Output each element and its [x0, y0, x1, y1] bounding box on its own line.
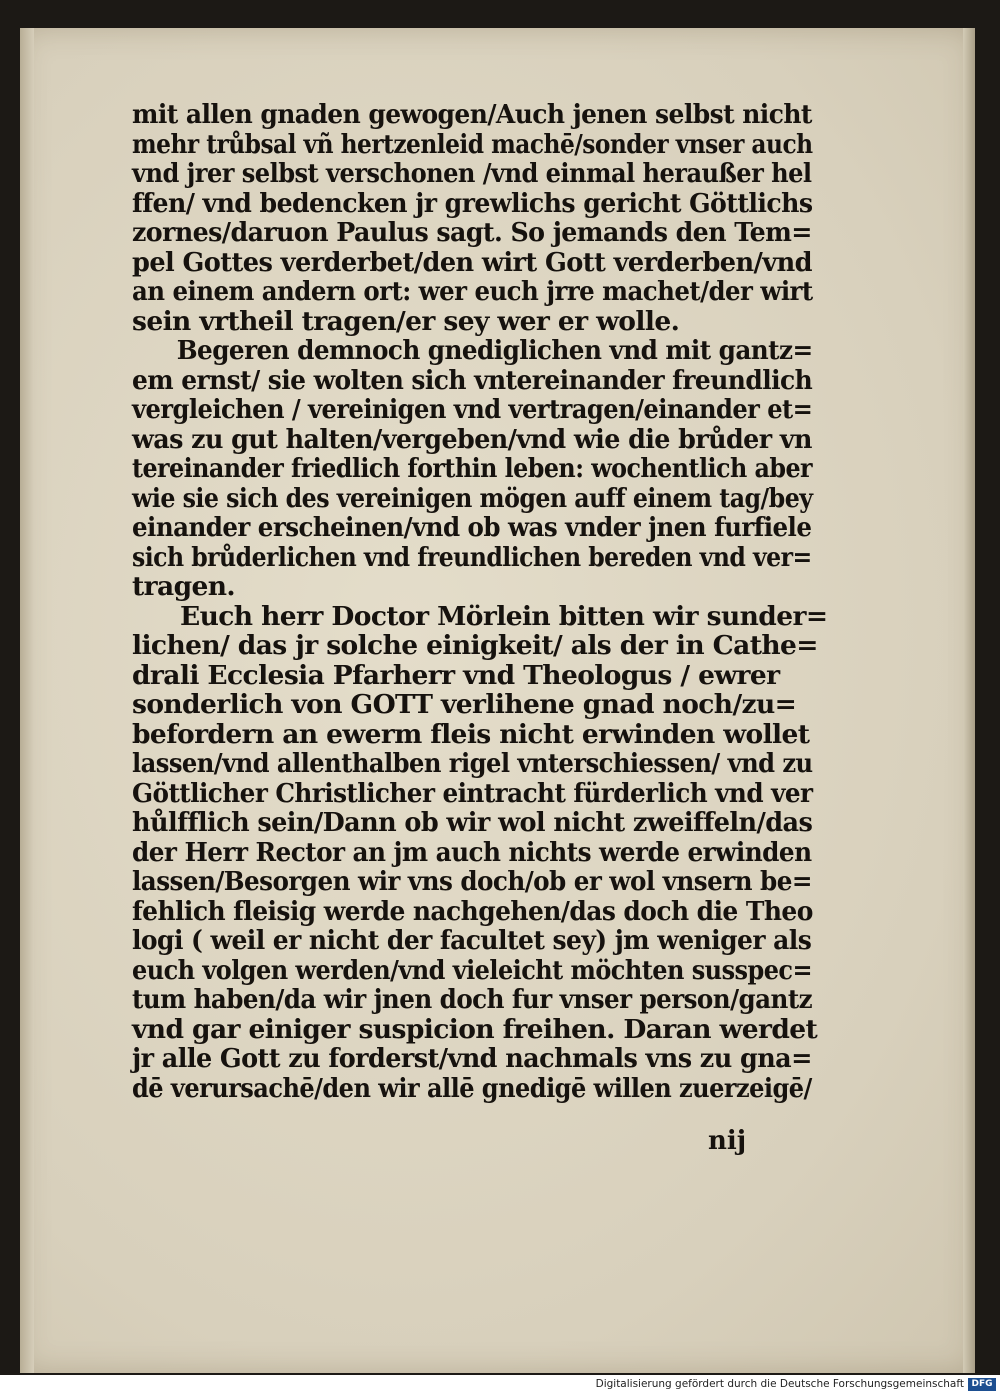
text-line: mit allen gnaden gewogen/Auch jenen selbst nicht [132, 99, 812, 130]
text-line: lichen/ das jr solche einigkeit/ als der in Cathe= [132, 630, 818, 661]
text-line: tereinander friedlich forthin leben: wochentlich aber [132, 453, 813, 484]
text-line: befordern an ewerm fleis nicht erwinden wollet [132, 718, 810, 750]
page-gutter [20, 28, 34, 1373]
text-line: Euch herr Doctor Mörlein bitten wir sunder= [180, 600, 828, 632]
text-line: sonderlich von GOTT verlihene gnad noch/zu= [132, 689, 797, 720]
text-line: jr alle Gott zu forderst/vnd nachmals vns zu gna= [132, 1043, 812, 1074]
book-page [20, 28, 975, 1373]
dfg-logo: DFG [968, 1378, 996, 1391]
text-line: vergleichen / vereinigen vnd vertragen/einander et= [132, 394, 813, 425]
page-text [132, 99, 828, 1104]
text-line: ffen/ vnd bedencken jr grewlichs gericht Göttlichs [132, 187, 813, 219]
footer-bar [0, 1375, 1000, 1395]
text-line: hůlfflich sein/Dann ob wir wol nicht zweiffeln/das [132, 807, 813, 838]
page-edge [963, 28, 975, 1373]
text-line: euch volgen werden/vnd vieleicht möchten susspec= [132, 954, 813, 986]
text-line: an einem andern ort: wer euch jrre machet/der wirt [132, 276, 813, 307]
text-line: mehr trůbsal vñ hertzenleid machē/sonder vnser auch [132, 128, 813, 160]
text-line: wie sie sich des vereinigen mögen auff einem tag/bey [132, 482, 813, 514]
text-line: vnd gar einiger suspicion freihen. Daran werdet [132, 1013, 818, 1045]
text-line: sein vrtheil tragen/er sey wer er wolle. [132, 305, 680, 337]
text-line: Göttlicher Christlicher eintracht fürderlich vnd ver [132, 777, 813, 809]
text-line: em ernst/ sie wolten sich vntereinander freundlich [132, 364, 813, 396]
text-line: Begeren demnoch gnediglichen vnd mit gantz= [176, 335, 813, 366]
text-line: fehlich fleisig werde nachgehen/das doch die Theo [132, 895, 813, 927]
funding-notice: Digitalisierung gefördert durch die Deutsche Forschungsgemeinschaft [595, 1378, 964, 1390]
text-line: einander erscheinen/vnd ob was vnder jnen furfiele [132, 512, 812, 543]
signature-mark: nij [708, 1126, 747, 1156]
text-line: vnd jrer selbst verschonen /vnd einmal heraußer hel [132, 158, 812, 189]
text-line: drali Ecclesia Pfarherr vnd Theologus / ewrer [132, 659, 780, 691]
text-line: logi ( weil er nicht der facultet sey) jm weniger als [132, 925, 812, 956]
text-line: lassen/vnd allenthalben rigel vnterschiessen/ vnd zu [132, 748, 813, 779]
text-line: sich brůderlichen vnd freundlichen bereden vnd ver= [132, 541, 812, 573]
text-line: was zu gut halten/vergeben/vnd wie die brůder vn [132, 423, 812, 455]
text-line: zornes/daruon Paulus sagt. So jemands den Tem= [132, 217, 812, 248]
text-line: lassen/Besorgen wir vns doch/ob er wol vnsern be= [132, 866, 812, 897]
text-line: tum haben/da wir jnen doch fur vnser person/gantz [132, 984, 813, 1015]
text-line: dē verursachē/den wir allē gnedigē willen zuerzeigē/ [132, 1072, 812, 1104]
text-line: der Herr Rector an jm auch nichts werde erwinden [132, 836, 812, 868]
text-line: tragen. [132, 571, 236, 602]
text-line: pel Gottes verderbet/den wirt Gott verderben/vnd [132, 246, 812, 278]
